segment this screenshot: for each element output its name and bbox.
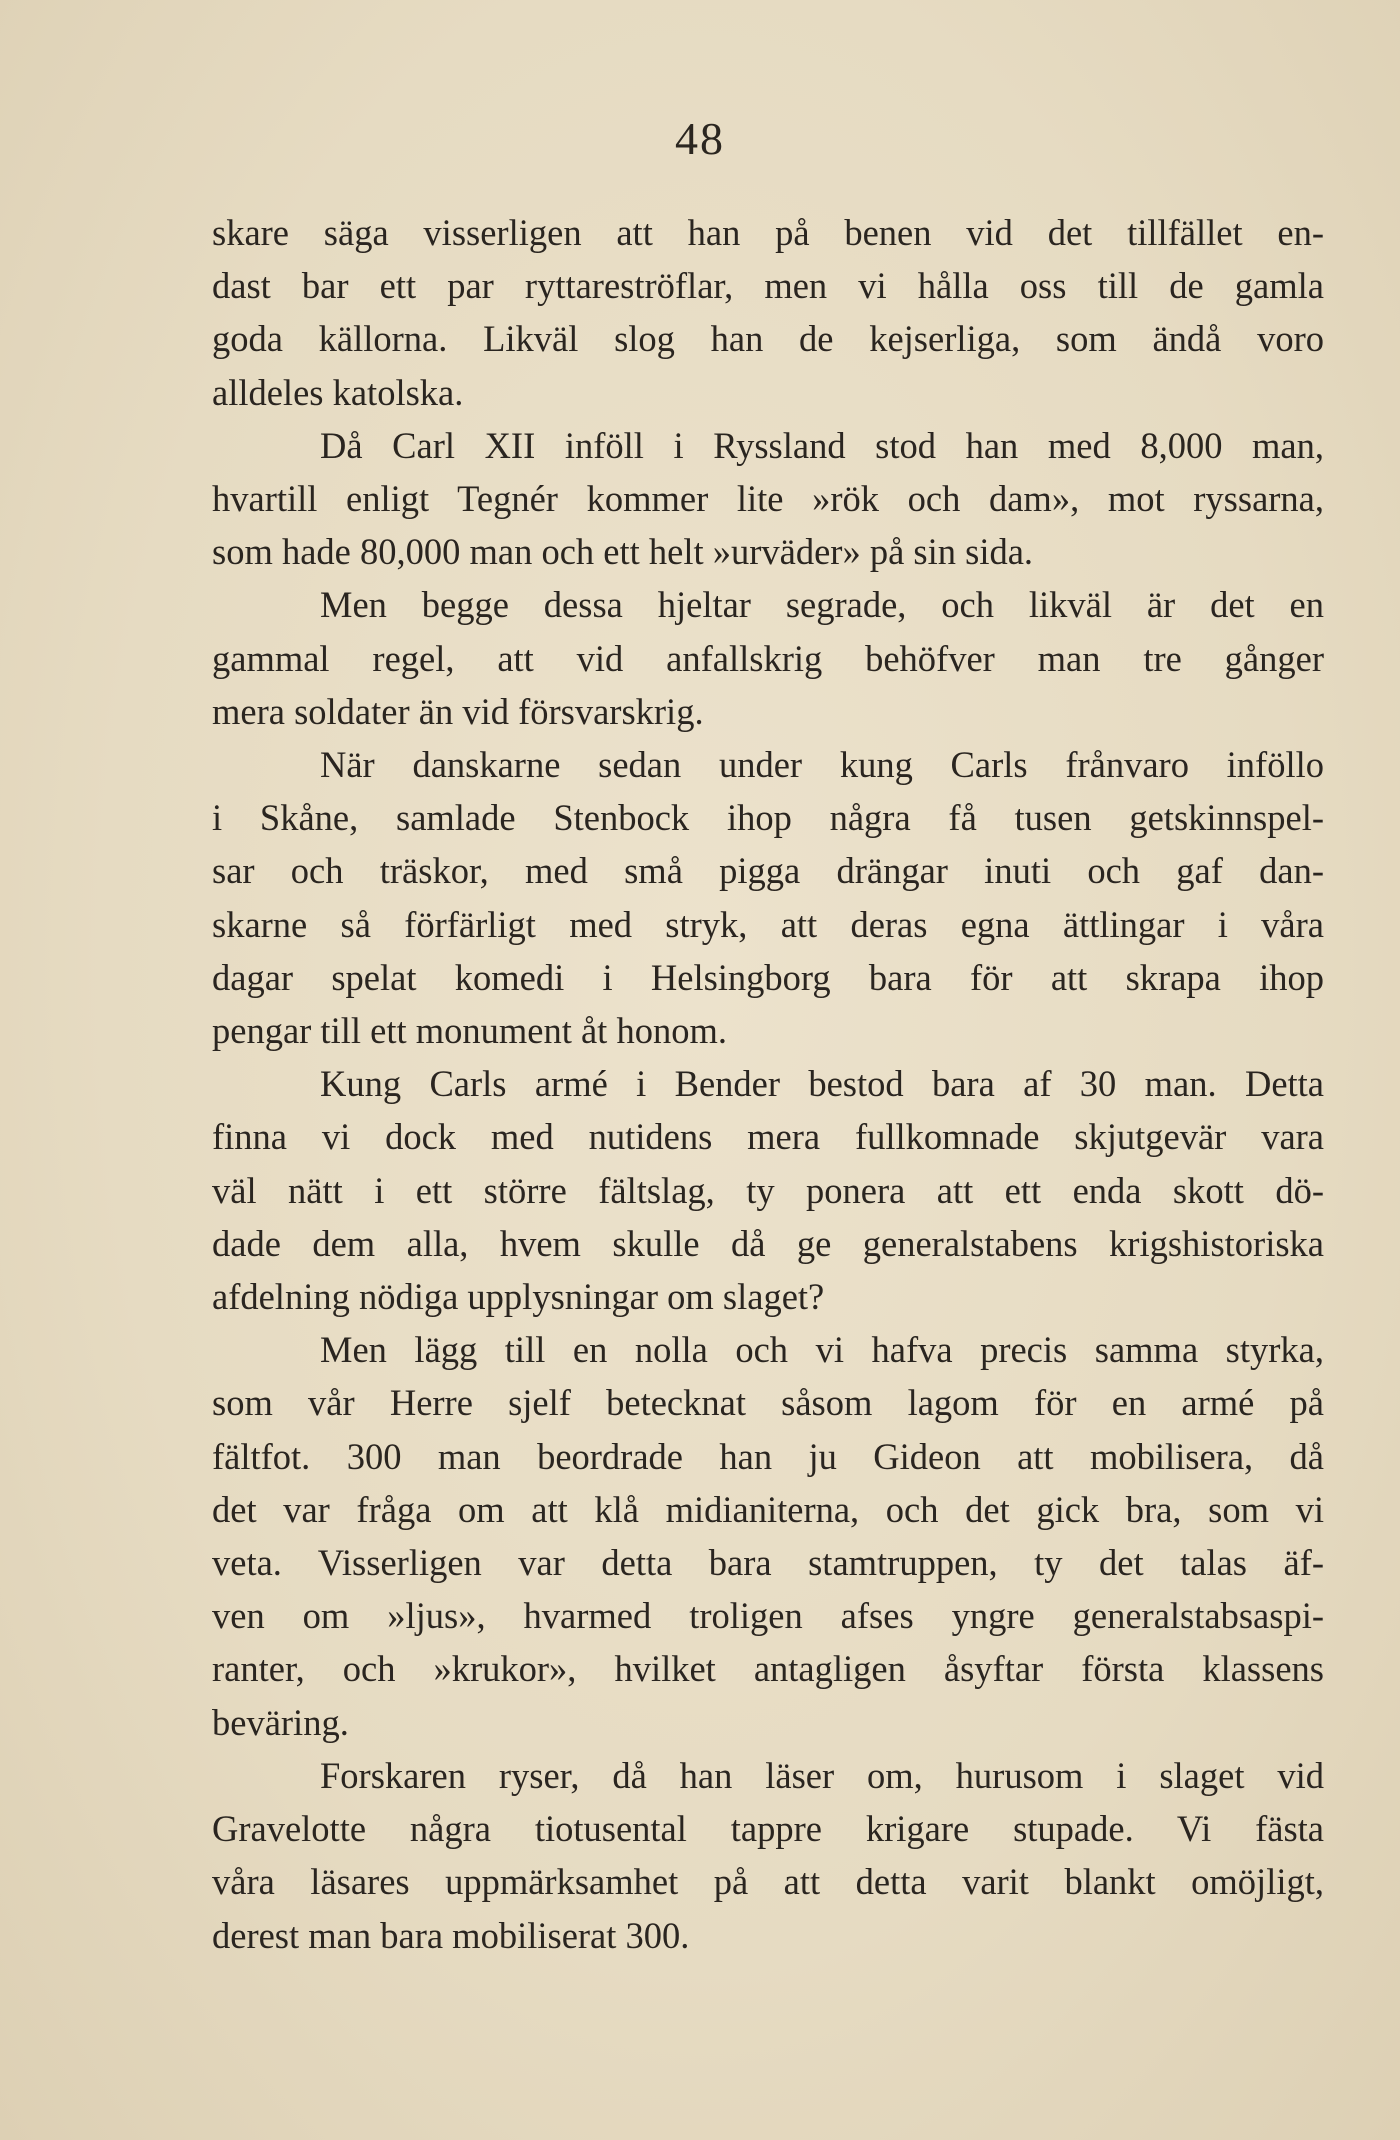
- text-line: som hade 80,000 man och ett helt »urväder» på sin sida.: [212, 531, 1034, 573]
- text-line: hvartill enligt Tegnér kommer lite »rök och dam», mot ryssarna,: [212, 478, 1324, 520]
- text-line: ranter, och »krukor», hvilket antagligen åsyftar första klassens: [212, 1648, 1324, 1690]
- text-line: alldeles katolska.: [212, 371, 464, 413]
- text-line: dade dem alla, hvem skulle då ge generalstabens krigshistoriska: [212, 1222, 1324, 1264]
- text-line: ven om »ljus», hvarmed troligen afses yngre generalstabsaspi-: [212, 1595, 1324, 1637]
- text-line: beväring.: [212, 1701, 349, 1743]
- text-line: mera soldater än vid försvarskrig.: [212, 690, 704, 732]
- text-line: När danskarne sedan under kung Carls frånvaro inföllo: [320, 744, 1324, 786]
- paragraph: [212, 578, 1324, 738]
- text-line: dast bar ett par ryttareströflar, men vi hålla oss till de gamla: [212, 265, 1324, 307]
- paragraph: [212, 1057, 1324, 1323]
- text-line: Gravelotte några tiotusental tappre krigare stupade. Vi fästa: [212, 1808, 1324, 1850]
- text-line: skare säga visserligen att han på benen vid det tillfället en-: [212, 212, 1324, 253]
- text-line: skarne så förfärligt med stryk, att deras egna ättlingar i våra: [212, 903, 1324, 945]
- text-line: veta. Visserligen var detta bara stamtruppen, ty det talas äf-: [212, 1542, 1324, 1584]
- body-text: [212, 206, 1324, 1962]
- paragraph: [212, 1323, 1324, 1749]
- text-line: Forskaren ryser, då han läser om, hurusom i slaget vid: [320, 1754, 1324, 1796]
- paragraph: [212, 1749, 1324, 1962]
- text-line: väl nätt i ett större fältslag, ty ponera att ett enda skott dö-: [212, 1169, 1324, 1211]
- paragraph: [212, 206, 1324, 419]
- text-line: som vår Herre sjelf betecknat såsom lagom för en armé på: [212, 1382, 1324, 1424]
- text-line: i Skåne, samlade Stenbock ihop några få tusen getskinnspel-: [212, 797, 1324, 839]
- text-line: fältfot. 300 man beordrade han ju Gideon att mobilisera, då: [212, 1435, 1324, 1477]
- page-number: 48: [675, 113, 725, 164]
- text-line: gammal regel, att vid anfallskrig behöfver man tre gånger: [212, 637, 1324, 679]
- text-line: finna vi dock med nutidens mera fullkomnade skjutgevär vara: [212, 1116, 1324, 1158]
- text-line: sar och träskor, med små pigga drängar inuti och gaf dan-: [212, 850, 1324, 892]
- text-line: derest man bara mobiliserat 300.: [212, 1914, 690, 1956]
- text-line: pengar till ett monument åt honom.: [212, 1010, 727, 1052]
- text-line: våra läsares uppmärksamhet på att detta varit blankt omöjligt,: [212, 1861, 1324, 1903]
- text-line: Men lägg till en nolla och vi hafva precis samma styrka,: [320, 1329, 1324, 1371]
- text-line: Men begge dessa hjeltar segrade, och likväl är det en: [320, 584, 1324, 626]
- text-line: afdelning nödiga upplysningar om slaget?: [212, 1276, 825, 1318]
- text-line: Då Carl XII inföll i Ryssland stod han med 8,000 man,: [320, 424, 1324, 466]
- text-line: det var fråga om att klå midianiterna, och det gick bra, som vi: [212, 1488, 1324, 1530]
- paragraph: [212, 419, 1324, 579]
- text-line: dagar spelat komedi i Helsingborg bara för att skrapa ihop: [212, 956, 1324, 998]
- paragraph: [212, 738, 1324, 1057]
- text-line: Kung Carls armé i Bender bestod bara af 30 man. Detta: [320, 1063, 1324, 1105]
- text-line: goda källorna. Likväl slog han de kejserliga, som ändå voro: [212, 318, 1324, 360]
